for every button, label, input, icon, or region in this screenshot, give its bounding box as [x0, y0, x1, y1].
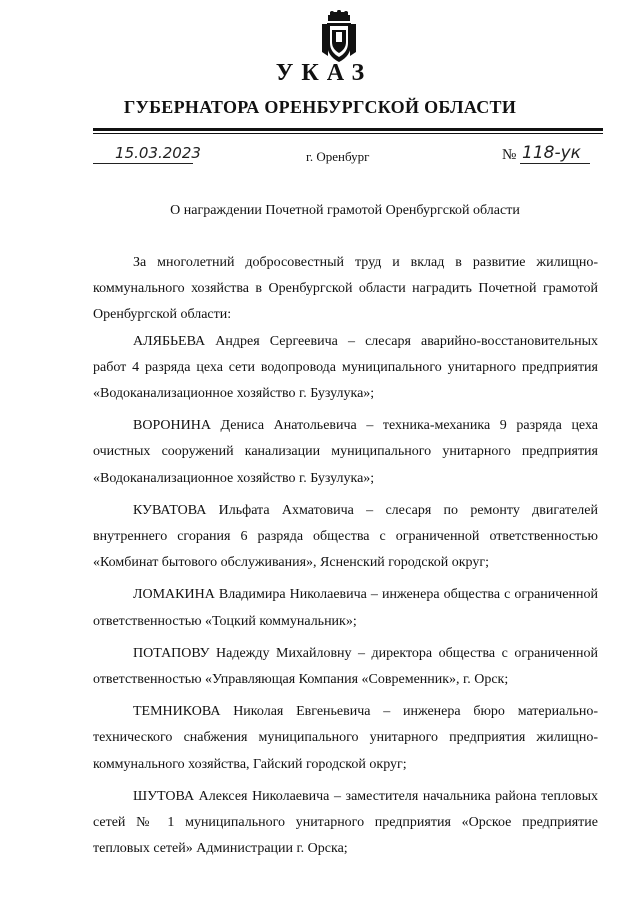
award-paragraph: ВОРОНИНА Дениса Анатольевича – техника-механика 9 разряда цеха очистных сооружений канализации муниципального унитарного предприятия «Водоканализационное хозяйство г. Бузулука»;: [93, 418, 598, 486]
number-underline: [520, 163, 590, 164]
decree-body: [93, 250, 598, 868]
decree-number: 118-ук: [522, 143, 581, 163]
decree-date: 15.03.2023: [115, 144, 201, 162]
header-rule-thick: [93, 128, 603, 131]
header-rule-thin: [93, 133, 603, 134]
decree-number-label: №: [502, 147, 517, 163]
document-title: УКАЗ: [275, 60, 373, 86]
decree-heading: О награждении Почетной грамотой Оренбургской области: [170, 203, 520, 218]
award-paragraph: АЛЯБЬЕВА Андрея Сергеевича – слесаря аварийно-восстановительных работ 4 разряда цеха сети водопровода муниципального унитарного предприятия «Водоканализационное хозяйство г. Бузулука»;: [93, 333, 598, 402]
award-paragraph: ШУТОВА Алексея Николаевича – заместителя начальника района тепловых сетей № 1 муниципального унитарного предприятия «Орское предприятие тепловых сетей» Администрации г. Орска;: [93, 788, 598, 857]
award-paragraph: ЛОМАКИНА Владимира Николаевича – инженера общества с ограниченной ответственностью «Тоцкий коммунальник»;: [93, 587, 598, 629]
decree-city: г. Оренбург: [306, 149, 370, 164]
intro-paragraph: За многолетний добросовестный труд и вклад в развитие жилищно-коммунального хозяйства в Оренбургской области наградить Почетной грамотой Оренбургской области:: [93, 255, 598, 323]
award-paragraph: КУВАТОВА Ильфата Ахматовича – слесаря по ремонту двигателей внутреннего сгорания 6 разряда общества с ограниченной ответственностью «Комбинат бытового обслуживания», Ясненский городской округ;: [93, 502, 598, 571]
date-underline: [93, 163, 193, 164]
award-paragraph: ПОТАПОВУ Надежду Михайловну – директора общества с ограниченной ответственностью «Управляющая Компания «Современник», г. Орск;: [93, 645, 598, 688]
document-subtitle: ГУБЕРНАТОРА ОРЕНБУРГСКОЙ ОБЛАСТИ: [123, 97, 517, 117]
award-paragraph: ТЕМНИКОВА Николая Евгеньевича – инженера бюро материально-технического снабжения муниципального унитарного предприятия жилищно-коммунального хозяйства, Гайский городской округ;: [93, 704, 598, 772]
coat-of-arms-icon: [318, 10, 360, 64]
